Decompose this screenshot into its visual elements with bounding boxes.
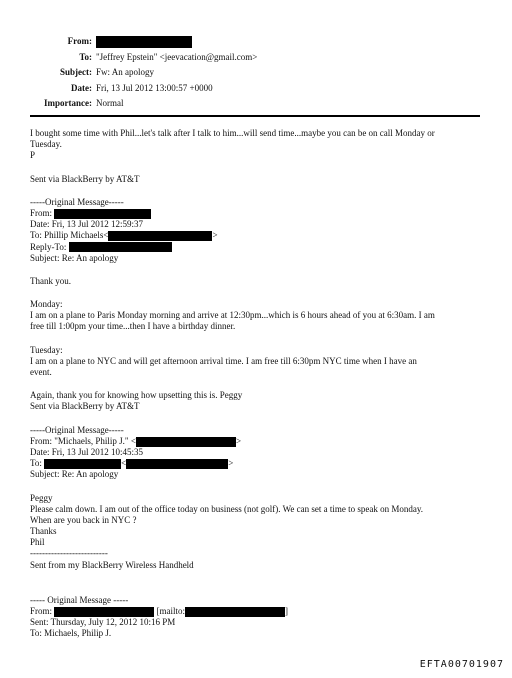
original3-mailto-suffix: ] (285, 606, 289, 616)
header-divider (30, 115, 480, 117)
redacted-original3-mailto (185, 607, 285, 617)
original1-reply-to-line (30, 242, 490, 253)
original2-subject-line: Subject: Re: An apology (30, 469, 119, 480)
original2-signature: Phil (30, 537, 45, 548)
date-value: Fri, 13 Jul 2012 13:00:57 +0000 (96, 82, 213, 93)
original2-from-suffix: > (235, 435, 242, 446)
from-label: From: (67, 36, 92, 46)
redacted-original2-to-name (44, 459, 121, 469)
message-line: Tuesday. (30, 139, 62, 150)
monday-label: Monday: (30, 299, 63, 310)
monday-line: free till 1:00pm your time...then I have a birthday dinner. (30, 321, 236, 332)
monday-line: I am on a plane to Paris Monday morning and arrive at 12:30pm...which is 6 hours ahead of you at 6:30am. I am (30, 310, 435, 321)
sent-via-line: Sent via BlackBerry by AT&T (30, 173, 140, 184)
to-label: To: (79, 51, 92, 62)
redacted-original1-reply-to (69, 242, 172, 252)
original3-sent-line: Sent: Thursday, July 12, 2012 10:16 PM (30, 617, 176, 628)
header-subject-row (0, 65, 512, 81)
subject-value: Fw: An apology (96, 67, 155, 77)
original2-from-prefix: From: "Michaels, Philip J." < (30, 435, 136, 446)
header-importance-row (0, 96, 512, 112)
original1-date-line: Date: Fri, 13 Jul 2012 12:59:37 (30, 219, 143, 230)
original3-from-line (30, 606, 490, 617)
signature-divider: -------------------------- (30, 548, 108, 559)
header-from-row (0, 34, 512, 50)
header-to-row (0, 50, 512, 66)
original-message-divider: -----Original Message----- (30, 424, 124, 435)
redacted-original2-from (136, 437, 236, 447)
importance-label: Importance: (44, 98, 92, 108)
original2-thanks: Thanks (30, 526, 57, 537)
original2-body-line: When are you back in NYC ? (30, 514, 137, 525)
original3-from-label: From: (30, 606, 53, 616)
redacted-original1-from (54, 209, 151, 219)
original2-to-mid: < (121, 458, 127, 469)
subject-label: Subject: (60, 67, 92, 77)
redacted-original3-from (54, 607, 154, 617)
email-header (0, 34, 512, 112)
header-date-row (0, 81, 512, 97)
original2-to-label: To: (30, 458, 42, 469)
original1-to-suffix: > (212, 230, 218, 241)
original2-date-line: Date: Fri, 13 Jul 2012 10:45:35 (30, 446, 143, 457)
original2-to-suffix: > (228, 458, 234, 469)
tuesday-label: Tuesday: (30, 344, 63, 355)
closing-sent-via: Sent via BlackBerry by AT&T (30, 401, 140, 412)
message-signoff: P (30, 150, 36, 161)
redacted-original1-to (108, 231, 212, 241)
original1-reply-to-label: Reply-To: (30, 241, 67, 252)
original3-mailto-prefix: [mailto: (156, 606, 186, 616)
original2-greeting: Peggy (30, 492, 53, 503)
original-message-divider: -----Original Message----- (30, 196, 124, 207)
original2-to-line (30, 458, 490, 469)
document-id: EFTA00701907 (419, 659, 504, 670)
original1-subject-line: Subject: Re: An apology (30, 252, 119, 263)
sent-from-line: Sent from my BlackBerry Wireless Handheld (30, 559, 194, 570)
date-label: Date: (71, 82, 92, 93)
original2-from-line (30, 436, 490, 447)
closing-line: Again, thank you for knowing how upsetting this is. Peggy (30, 390, 243, 401)
original1-from-line (30, 208, 490, 219)
redacted-original2-to-email (126, 459, 228, 469)
importance-value: Normal (96, 98, 124, 108)
message-line: I bought some time with Phil...let's talk after I talk to him...will send time...maybe you can be on call Monday or (30, 128, 435, 138)
thank-you-line: Thank you. (30, 275, 71, 286)
to-value: "Jeffrey Epstein" <jeevacation@gmail.com> (96, 51, 258, 62)
redacted-from (96, 36, 192, 48)
tuesday-line: event. (30, 367, 52, 377)
email-body (30, 128, 490, 640)
tuesday-line: I am on a plane to NYC and will get afternoon arrival time. I am free till 6:30pm NYC time when I have an (30, 355, 417, 366)
original1-to-line (30, 230, 490, 241)
original3-to-line: To: Michaels, Philip J. (30, 628, 112, 639)
original2-body-line: Please calm down. I am out of the office today on business (not golf). We can set a time to speak on Monday. (30, 503, 424, 514)
original1-from-label: From: (30, 207, 53, 218)
original-message-divider: ----- Original Message ----- (30, 594, 129, 605)
original1-to-prefix: To: Phillip Michaels< (30, 230, 109, 241)
